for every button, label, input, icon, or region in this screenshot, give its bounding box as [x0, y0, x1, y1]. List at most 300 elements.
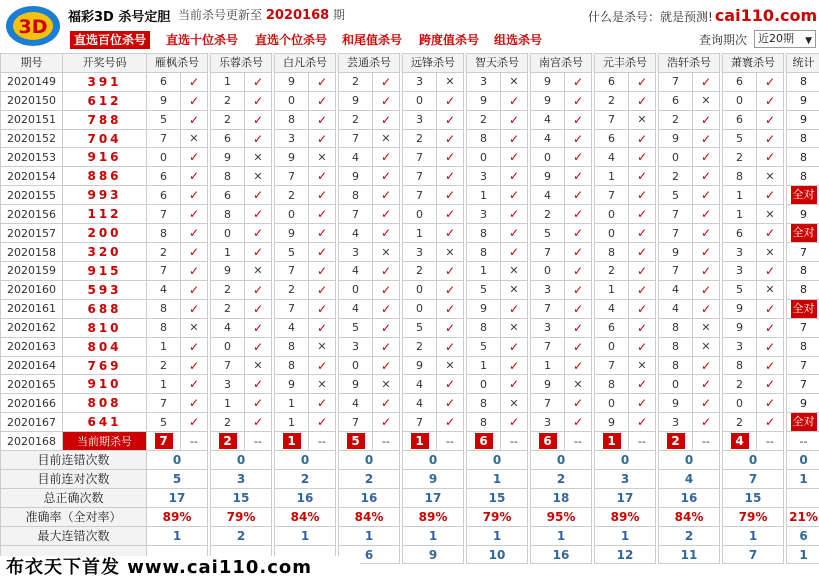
- dash-cell: --: [565, 432, 592, 451]
- check-icon: ✓: [565, 224, 592, 243]
- check-icon: ✓: [437, 110, 464, 129]
- stat-cell: 8: [787, 262, 819, 281]
- kill-number: 9: [723, 318, 757, 337]
- check-icon: ✓: [181, 148, 208, 167]
- kill-number: 5: [147, 413, 181, 432]
- col-header-expert: 智天杀号: [467, 54, 528, 73]
- check-icon: ✓: [757, 224, 784, 243]
- stat-row: [1, 470, 819, 489]
- cross-icon: ✕: [309, 375, 336, 394]
- check-icon: ✓: [245, 243, 272, 262]
- kill-number: 3: [659, 413, 693, 432]
- kill-number: 8: [595, 243, 629, 262]
- tab-1[interactable]: 直选十位杀号: [166, 33, 239, 47]
- predict-info: [588, 6, 817, 25]
- dash-cell: --: [501, 432, 528, 451]
- kill-number: 8: [147, 224, 181, 243]
- table-row: [1, 205, 819, 224]
- stat-value: 15: [467, 488, 528, 507]
- period-cell: 2020166: [1, 394, 63, 413]
- kill-number: 5: [659, 186, 693, 205]
- check-icon: ✓: [757, 148, 784, 167]
- kill-number: 2: [403, 337, 437, 356]
- stat-value: 0: [403, 451, 464, 470]
- update-period: 2020168: [265, 8, 330, 23]
- check-icon: ✓: [373, 91, 400, 110]
- check-icon: ✓: [565, 356, 592, 375]
- kill-number: 8: [467, 129, 501, 148]
- kill-number: 2: [595, 91, 629, 110]
- all-ok-badge: 全对: [791, 413, 817, 431]
- kill-number: 9: [211, 148, 245, 167]
- kill-number: 0: [531, 262, 565, 281]
- kill-number: 4: [339, 299, 373, 318]
- winning-number: 391: [63, 72, 147, 91]
- col-header-expert: 南宫杀号: [531, 54, 592, 73]
- stat-value: 0: [787, 451, 819, 470]
- kill-number: 3: [723, 262, 757, 281]
- period-cell: 2020165: [1, 375, 63, 394]
- period-select-value: 近20期: [758, 32, 794, 45]
- check-icon: ✓: [309, 394, 336, 413]
- kill-number: 4: [403, 375, 437, 394]
- stat-value: 3: [595, 470, 656, 489]
- check-icon: ✓: [309, 129, 336, 148]
- check-icon: ✓: [629, 72, 656, 91]
- check-icon: ✓: [693, 262, 720, 281]
- header-row: [1, 54, 819, 73]
- kill-number: 9: [339, 91, 373, 110]
- kill-number: 7: [595, 186, 629, 205]
- stat-value: 1: [723, 526, 784, 545]
- kill-number: 8: [659, 337, 693, 356]
- cross-icon: ✕: [629, 110, 656, 129]
- stat-value: 9: [403, 470, 464, 489]
- check-icon: ✓: [309, 186, 336, 205]
- check-icon: ✓: [501, 129, 528, 148]
- check-icon: ✓: [565, 72, 592, 91]
- kill-number: 0: [595, 394, 629, 413]
- update-suffix: 期: [333, 8, 346, 22]
- kill-number: 2: [723, 375, 757, 394]
- stat-value: 1: [595, 526, 656, 545]
- check-icon: ✓: [501, 167, 528, 186]
- cross-icon: ✕: [437, 356, 464, 375]
- check-icon: ✓: [309, 205, 336, 224]
- stat-value: 16: [531, 545, 592, 564]
- check-icon: ✓: [309, 299, 336, 318]
- kill-number: 0: [531, 148, 565, 167]
- table-row: [1, 243, 819, 262]
- kill-number: 2: [659, 110, 693, 129]
- check-icon: ✓: [309, 262, 336, 281]
- stat-label: 最大连错次数: [1, 526, 147, 545]
- check-icon: ✓: [629, 148, 656, 167]
- check-icon: ✓: [501, 375, 528, 394]
- kill-number: 7: [531, 394, 565, 413]
- stat-value: 0: [595, 451, 656, 470]
- check-icon: ✓: [437, 280, 464, 299]
- stat-cell: [787, 224, 819, 243]
- kill-number: 7: [275, 299, 309, 318]
- tab-5[interactable]: 组选杀号: [494, 33, 543, 47]
- dash-cell: --: [181, 432, 208, 451]
- kill-number: 6: [147, 186, 181, 205]
- check-icon: ✓: [373, 337, 400, 356]
- kill-number: 3: [531, 413, 565, 432]
- kill-number: 7: [659, 205, 693, 224]
- kill-number: 4: [659, 280, 693, 299]
- stat-value: 6: [339, 545, 400, 564]
- kill-number: 7: [403, 413, 437, 432]
- kill-number: 4: [595, 148, 629, 167]
- kill-number: 3: [467, 72, 501, 91]
- kill-number: 4: [659, 299, 693, 318]
- kill-number: 8: [659, 356, 693, 375]
- cross-icon: ✕: [245, 167, 272, 186]
- col-header-expert: 远锋杀号: [403, 54, 464, 73]
- kill-number: 7: [275, 262, 309, 281]
- site-link[interactable]: cai110.com: [714, 6, 818, 25]
- check-icon: ✓: [437, 394, 464, 413]
- period-cell: 2020167: [1, 413, 63, 432]
- check-icon: ✓: [437, 299, 464, 318]
- cross-icon: ✕: [501, 72, 528, 91]
- kill-number: 1: [467, 186, 501, 205]
- kill-number: 1: [595, 167, 629, 186]
- check-icon: ✓: [245, 299, 272, 318]
- kill-number: 3: [403, 110, 437, 129]
- stat-value: 1: [467, 526, 528, 545]
- kill-number: 2: [211, 413, 245, 432]
- cross-icon: ✕: [629, 356, 656, 375]
- winning-number: 808: [63, 394, 147, 413]
- stat-value: 2: [531, 470, 592, 489]
- winning-number: 886: [63, 167, 147, 186]
- check-icon: ✓: [565, 167, 592, 186]
- winning-number: 915: [63, 262, 147, 281]
- dash-cell: --: [693, 432, 720, 451]
- check-icon: ✓: [501, 299, 528, 318]
- kill-table: [0, 53, 819, 564]
- check-icon: ✓: [629, 205, 656, 224]
- kill-number: 8: [595, 375, 629, 394]
- check-icon: ✓: [437, 375, 464, 394]
- check-icon: ✓: [565, 110, 592, 129]
- prediction-badge: 1: [603, 433, 621, 449]
- kill-number: 0: [147, 148, 181, 167]
- cross-icon: ✕: [693, 91, 720, 110]
- stat-value: 6: [787, 526, 819, 545]
- kill-number: 9: [211, 262, 245, 281]
- kill-number: 1: [275, 413, 309, 432]
- cross-icon: ✕: [181, 129, 208, 148]
- stat-cell: 8: [787, 72, 819, 91]
- tab-2[interactable]: 直选个位杀号: [255, 33, 328, 47]
- check-icon: ✓: [437, 318, 464, 337]
- period-cell: 2020161: [1, 299, 63, 318]
- check-icon: ✓: [437, 413, 464, 432]
- stat-value: 79%: [723, 507, 784, 526]
- kill-number: 7: [211, 356, 245, 375]
- chevron-down-icon: ▼: [805, 36, 812, 46]
- kill-number: 9: [275, 72, 309, 91]
- stat-cell: 9: [787, 110, 819, 129]
- check-icon: ✓: [373, 186, 400, 205]
- cross-icon: ✕: [757, 243, 784, 262]
- stat-value: 1: [403, 526, 464, 545]
- current-period: 2020168: [1, 432, 63, 451]
- table-row: [1, 280, 819, 299]
- winning-number: 612: [63, 91, 147, 110]
- footer-watermark: 布衣天下首发 www.cai110.com: [0, 556, 360, 579]
- table-row: [1, 299, 819, 318]
- tab-3[interactable]: 和尾值杀号: [342, 33, 403, 47]
- table-row: [1, 224, 819, 243]
- period-cell: 2020156: [1, 205, 63, 224]
- col-header-stats: 统计: [787, 54, 819, 73]
- stat-cell: 9: [787, 394, 819, 413]
- kill-number: 7: [659, 72, 693, 91]
- period-cell: 2020149: [1, 72, 63, 91]
- stat-value: 9: [403, 545, 464, 564]
- table-row: [1, 148, 819, 167]
- kill-number: 2: [723, 148, 757, 167]
- period-cell: 2020164: [1, 356, 63, 375]
- cross-icon: ✕: [373, 243, 400, 262]
- prediction-cell: [211, 432, 245, 451]
- kill-number: 1: [467, 356, 501, 375]
- kill-number: 1: [403, 224, 437, 243]
- check-icon: ✓: [373, 224, 400, 243]
- kill-number: 8: [467, 394, 501, 413]
- check-icon: ✓: [437, 129, 464, 148]
- dash-cell: --: [245, 432, 272, 451]
- table-row: [1, 186, 819, 205]
- check-icon: ✓: [245, 72, 272, 91]
- check-icon: ✓: [373, 110, 400, 129]
- stat-value: 16: [659, 488, 720, 507]
- kill-number: 6: [595, 129, 629, 148]
- check-icon: ✓: [565, 129, 592, 148]
- stat-value: 15: [211, 488, 272, 507]
- check-icon: ✓: [373, 72, 400, 91]
- check-icon: ✓: [437, 148, 464, 167]
- col-header-expert: 浩轩杀号: [659, 54, 720, 73]
- check-icon: ✓: [565, 148, 592, 167]
- check-icon: ✓: [501, 91, 528, 110]
- check-icon: ✓: [565, 299, 592, 318]
- kill-number: 5: [339, 318, 373, 337]
- kill-number: 9: [275, 148, 309, 167]
- kill-number: 6: [723, 224, 757, 243]
- dash-cell: --: [757, 432, 784, 451]
- check-icon: ✓: [501, 337, 528, 356]
- all-ok-badge: 全对: [791, 300, 817, 318]
- dash-cell: --: [309, 432, 336, 451]
- kill-number: 8: [659, 318, 693, 337]
- stat-value: 0: [147, 451, 208, 470]
- stat-cell: 8: [787, 280, 819, 299]
- stat-value: 4: [659, 470, 720, 489]
- kill-number: 2: [659, 167, 693, 186]
- check-icon: ✓: [757, 394, 784, 413]
- check-icon: ✓: [501, 413, 528, 432]
- period-cell: 2020163: [1, 337, 63, 356]
- check-icon: ✓: [757, 110, 784, 129]
- check-icon: ✓: [629, 129, 656, 148]
- prediction-badge: 1: [283, 433, 301, 449]
- check-icon: ✓: [565, 413, 592, 432]
- kill-number: 1: [147, 375, 181, 394]
- prediction-cell: [147, 432, 181, 451]
- tab-4[interactable]: 跨度值杀号: [419, 33, 480, 47]
- kill-number: 8: [147, 318, 181, 337]
- kill-number: 8: [339, 186, 373, 205]
- svg-text:3D: 3D: [18, 16, 48, 38]
- col-header-expert: 白凡杀号: [275, 54, 336, 73]
- col-header-expert: 元丰杀号: [595, 54, 656, 73]
- check-icon: ✓: [437, 186, 464, 205]
- check-icon: ✓: [437, 337, 464, 356]
- kill-number: 9: [467, 299, 501, 318]
- kill-number: 4: [595, 299, 629, 318]
- check-icon: ✓: [181, 72, 208, 91]
- kill-number: 3: [467, 167, 501, 186]
- stat-value: 84%: [275, 507, 336, 526]
- check-icon: ✓: [757, 72, 784, 91]
- stat-cell: 7: [787, 243, 819, 262]
- kill-number: 8: [723, 356, 757, 375]
- check-icon: ✓: [309, 280, 336, 299]
- check-icon: ✓: [437, 91, 464, 110]
- kill-number: 6: [595, 72, 629, 91]
- kill-number: 5: [147, 110, 181, 129]
- kill-number: 3: [403, 72, 437, 91]
- cross-icon: ✕: [309, 337, 336, 356]
- period-select[interactable]: [754, 30, 816, 48]
- check-icon: ✓: [629, 280, 656, 299]
- check-icon: ✓: [693, 280, 720, 299]
- kill-number: 2: [275, 186, 309, 205]
- stat-cell: 8: [787, 129, 819, 148]
- kill-number: 0: [659, 375, 693, 394]
- table-row: [1, 72, 819, 91]
- kill-number: 0: [403, 205, 437, 224]
- check-icon: ✓: [181, 91, 208, 110]
- stat-cell: [787, 186, 819, 205]
- table-row: [1, 356, 819, 375]
- prediction-cell: [531, 432, 565, 451]
- kill-number: 0: [659, 148, 693, 167]
- cross-icon: ✕: [757, 280, 784, 299]
- period-label: 查询期次: [699, 33, 748, 47]
- kill-number: 6: [211, 186, 245, 205]
- kill-number: 3: [339, 243, 373, 262]
- check-icon: ✓: [245, 129, 272, 148]
- kill-number: 2: [339, 72, 373, 91]
- check-icon: ✓: [437, 224, 464, 243]
- kill-number: 7: [147, 394, 181, 413]
- prediction-cell: [723, 432, 757, 451]
- kill-number: 9: [531, 91, 565, 110]
- check-icon: ✓: [757, 186, 784, 205]
- stat-value: 1: [787, 470, 819, 489]
- kill-number: 3: [531, 280, 565, 299]
- kill-number: 1: [275, 394, 309, 413]
- kill-number: 9: [659, 394, 693, 413]
- stat-value: 89%: [147, 507, 208, 526]
- stat-value: 84%: [339, 507, 400, 526]
- stat-row: [1, 451, 819, 470]
- stat-value: 16: [339, 488, 400, 507]
- table-row: [1, 337, 819, 356]
- check-icon: ✓: [181, 186, 208, 205]
- stat-cell: [787, 413, 819, 432]
- check-icon: ✓: [693, 299, 720, 318]
- kill-number: 9: [595, 413, 629, 432]
- check-icon: ✓: [565, 337, 592, 356]
- stat-cell: 7: [787, 318, 819, 337]
- kill-number: 0: [595, 205, 629, 224]
- check-icon: ✓: [373, 413, 400, 432]
- cross-icon: ✕: [501, 394, 528, 413]
- check-icon: ✓: [437, 205, 464, 224]
- stat-value: 84%: [659, 507, 720, 526]
- kill-number: 2: [339, 110, 373, 129]
- kill-number: 4: [403, 394, 437, 413]
- check-icon: ✓: [373, 262, 400, 281]
- dash-cell: --: [787, 432, 819, 451]
- period-cell: 2020158: [1, 243, 63, 262]
- fucai-3d-logo: [4, 2, 62, 48]
- check-icon: ✓: [757, 299, 784, 318]
- kill-number: 7: [659, 262, 693, 281]
- check-icon: ✓: [181, 110, 208, 129]
- check-icon: ✓: [565, 280, 592, 299]
- winning-number: 916: [63, 148, 147, 167]
- winning-number: 593: [63, 280, 147, 299]
- check-icon: ✓: [245, 375, 272, 394]
- check-icon: ✓: [309, 91, 336, 110]
- check-icon: ✓: [245, 186, 272, 205]
- kill-number: 7: [339, 413, 373, 432]
- kill-number: 0: [403, 91, 437, 110]
- kill-number: 0: [211, 224, 245, 243]
- kill-number: 5: [723, 129, 757, 148]
- kill-number: 7: [531, 337, 565, 356]
- kill-number: 1: [723, 205, 757, 224]
- prediction-badge: 2: [219, 433, 237, 449]
- cross-icon: ✕: [501, 280, 528, 299]
- kill-number: 6: [595, 318, 629, 337]
- check-icon: ✓: [629, 413, 656, 432]
- stat-value: 0: [211, 451, 272, 470]
- tab-0[interactable]: 直选百位杀号: [70, 31, 150, 49]
- stat-value: [787, 488, 819, 507]
- check-icon: ✓: [245, 205, 272, 224]
- check-icon: ✓: [693, 243, 720, 262]
- check-icon: ✓: [629, 394, 656, 413]
- check-icon: ✓: [629, 167, 656, 186]
- stat-value: 11: [659, 545, 720, 564]
- check-icon: ✓: [245, 91, 272, 110]
- kill-number: 1: [147, 337, 181, 356]
- check-icon: ✓: [757, 375, 784, 394]
- check-icon: ✓: [629, 91, 656, 110]
- check-icon: ✓: [181, 262, 208, 281]
- stat-value: 89%: [403, 507, 464, 526]
